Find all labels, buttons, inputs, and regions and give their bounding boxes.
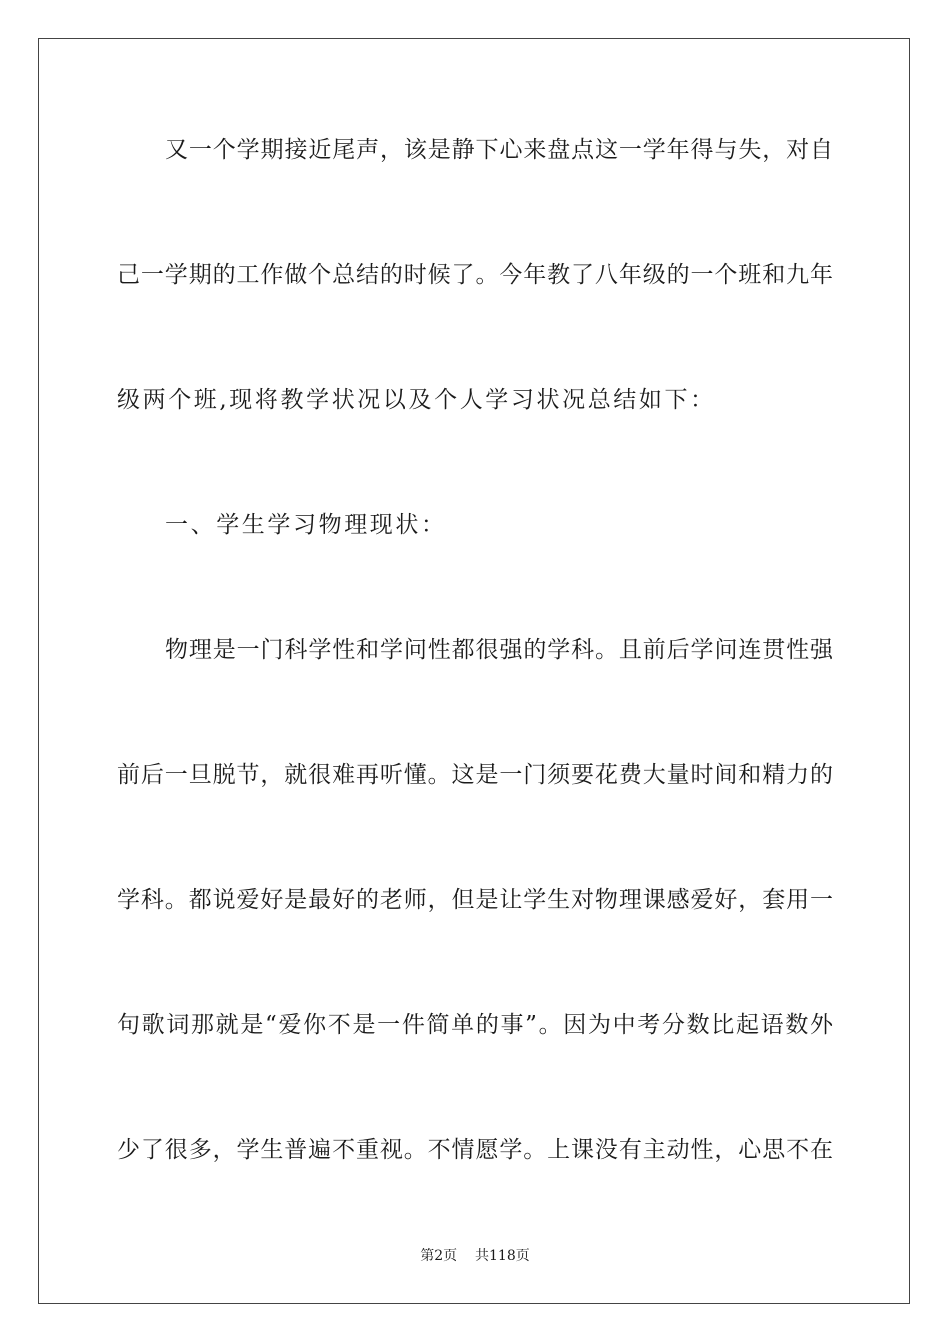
total-pages: 共118页 xyxy=(475,1248,530,1264)
page-number: 第2页 xyxy=(420,1248,458,1264)
paragraph-line-7: 学科。都说爱好是最好的老师，但是让学生对物理课感爱好，套用一 xyxy=(117,887,833,913)
section-heading: 一、学生学习物理现状： xyxy=(165,512,447,538)
paragraph-line-6: 前后一旦脱节，就很难再听懂。这是一门须要花费大量时间和精力的 xyxy=(117,762,833,788)
page-border xyxy=(38,38,910,1304)
page-footer xyxy=(0,1247,950,1265)
paragraph-line-2: 己一学期的工作做个总结的时候了。今年教了八年级的一个班和九年 xyxy=(117,262,833,288)
paragraph-line-3: 级两个班,现将教学状况以及个人学习状况总结如下： xyxy=(117,387,716,413)
paragraph-line-9: 少了很多，学生普遍不重视。不情愿学。上课没有主动性，心思不在 xyxy=(117,1137,833,1163)
paragraph-line-5: 物理是一门科学性和学问性都很强的学科。且前后学问连贯性强 xyxy=(165,637,833,663)
paragraph-line-1: 又一个学期接近尾声，该是静下心来盘点这一学年得与失，对自 xyxy=(165,137,833,163)
paragraph-line-8: 句歌词那就是“爱你不是一件简单的事”。因为中考分数比起语数外 xyxy=(117,1012,833,1038)
